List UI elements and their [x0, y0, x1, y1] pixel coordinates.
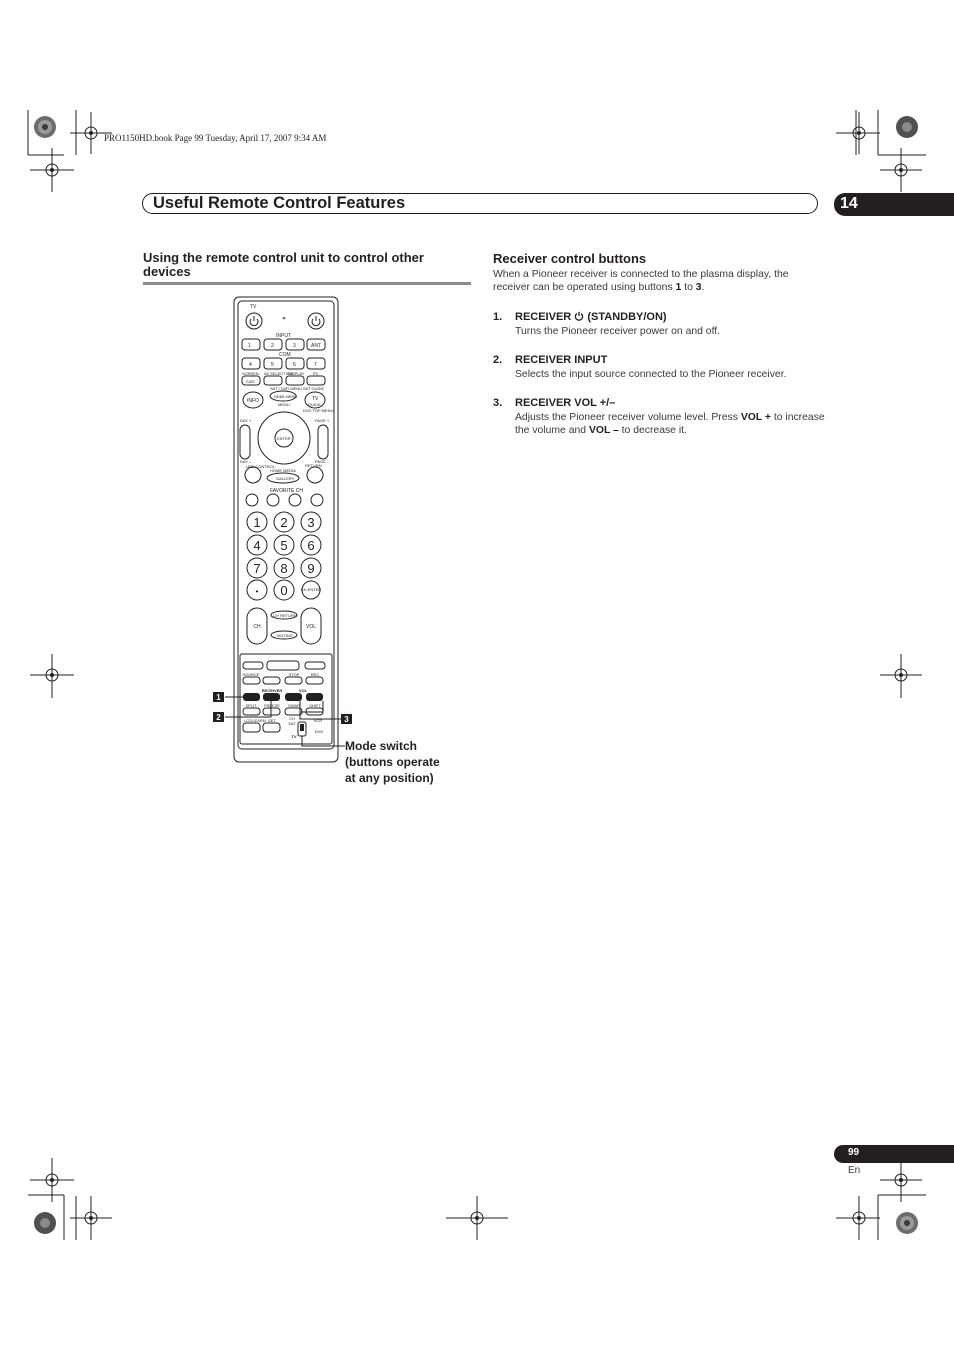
receiver-label: RECEIVER [261, 688, 283, 693]
section-title: Using the remote control unit to control other devices [143, 250, 424, 279]
source-label: SOURCE [242, 672, 260, 677]
list-item [493, 311, 833, 341]
screen-label: SCREEN [242, 371, 259, 376]
av-selection-label: AV SELECTION [264, 371, 293, 376]
input-2-key: 2 [271, 343, 274, 349]
caption-line: Mode switch [345, 739, 418, 753]
remote-control-illustration [205, 292, 365, 772]
shift-label: SHIFT [309, 703, 321, 708]
gallery-key: GALLERY [276, 476, 295, 481]
day-minus-label: DAY – [240, 459, 252, 464]
rec-label: REC [310, 672, 320, 677]
item-number: 2. [493, 354, 503, 366]
item-description: Adjusts the Pioneer receiver volume level. Press VOL + to increase the volume and VOL – to decrease it. [515, 412, 825, 436]
page-language: En [848, 1165, 861, 1176]
receiver-heading: Receiver control buttons [493, 251, 647, 266]
freeze-label: FREEZE [264, 703, 280, 708]
stop-label: STOP [288, 672, 300, 677]
home-media-label: HOME MEDIA [270, 468, 296, 473]
size-key: SIZE [246, 379, 255, 384]
item-label: RECEIVER (STANDBY/ON) [515, 311, 667, 323]
page-plus-label: PAGE + [315, 418, 330, 423]
set-label: SET [268, 718, 276, 723]
input-3-key: 3 [293, 343, 296, 349]
item-label: RECEIVER VOL +/– [515, 397, 616, 409]
num-7-key: 7 [253, 561, 261, 576]
input-1-key: 1 [248, 343, 251, 349]
info-key: INFO [247, 398, 259, 404]
page-minus-label: PAGE – [315, 459, 330, 464]
com-6-key: 6 [293, 362, 296, 368]
return-label: RETURN [305, 463, 322, 468]
ch-enter-key: CH ENTER [300, 587, 322, 592]
num-2-key: 2 [280, 515, 288, 530]
num-0-key: 0 [280, 583, 288, 598]
item-label: RECEIVER INPUT [515, 354, 608, 366]
caption-line: (buttons operate [345, 755, 440, 769]
num-3-key: 3 [307, 515, 315, 530]
split-label: SPLIT [245, 703, 257, 708]
item-number: 1. [493, 311, 503, 323]
input-label: INPUT [276, 333, 291, 339]
sat-dvr-menu-label: SAT / DVR MENU [270, 386, 303, 391]
vol-label: VOL [305, 624, 317, 630]
item-description: Selects the input source connected to the Pioneer receiver. [515, 369, 787, 380]
intro-paragraph: When a Pioneer receiver is connected to the plasma display, the receiver can be operated using buttons 1 to 3. [493, 269, 789, 293]
item-number: 3. [493, 397, 503, 409]
pc-label: PC [313, 371, 319, 376]
favorite-ch-label: FAVORITE CH [270, 488, 303, 494]
num-1-key: 1 [253, 515, 261, 530]
file-info: PRO1150HD.book Page 99 Tuesday, April 17, 2007 9:34 AM [104, 133, 327, 143]
num-9-key: 9 [307, 561, 315, 576]
lcd-label: LCD [243, 718, 253, 723]
mode-sat-label: SAT [288, 721, 296, 726]
standby-icon [574, 311, 584, 321]
learn-label: LEARN [252, 718, 266, 723]
dvd-top-menu-label: DVD TOP MENU [303, 408, 334, 413]
num-5-key: 5 [280, 538, 288, 553]
menu-label: MENU [278, 402, 290, 407]
num-4-key: 4 [253, 538, 261, 553]
section-rule [143, 282, 471, 285]
muting-key: MUTING [277, 633, 293, 638]
day-plus-label: DAY + [240, 418, 252, 423]
item-description: Turns the Pioneer receiver power on and off. [515, 326, 721, 337]
list-item [493, 397, 833, 441]
com-5-key: 5 [271, 362, 274, 368]
com-4-key: 4 [249, 362, 252, 368]
usb-control-label: USB CONTROL [246, 464, 275, 469]
mode-ch-label: CH [289, 716, 295, 721]
display-label: DISPLAY [288, 371, 305, 376]
num-8-key: 8 [280, 561, 288, 576]
tv-guide-label: GUIDE [308, 402, 321, 407]
mode-tv-label: TV [291, 734, 297, 739]
page-number: 99 [848, 1147, 860, 1158]
tv-label: TV [250, 304, 257, 310]
callout-3: 3 [344, 715, 349, 724]
caption-line: at any position) [345, 771, 434, 785]
swap-label: SWAP [288, 703, 300, 708]
ch-return-key: CH RETURN [273, 613, 297, 618]
num-6-key: 6 [307, 538, 315, 553]
com-label: COM [279, 352, 291, 358]
tv-guide-key: TV [312, 396, 319, 402]
callout-1: 1 [216, 693, 221, 702]
receiver-vol-label: VOL [298, 688, 308, 693]
ch-label: CH [253, 624, 261, 630]
callout-2: 2 [216, 713, 221, 722]
dot-key: • [255, 587, 259, 596]
enter-key: ENTER [277, 436, 291, 441]
hdmi-menu-key: HDMI MENU [274, 394, 298, 399]
mode-switch-caption [345, 738, 465, 786]
sat-guide-label: SAT GUIDE [303, 386, 325, 391]
ant-key: ANT [311, 343, 321, 349]
mode-dvd-label: DVD [314, 729, 324, 734]
com-7-key: 7 [314, 362, 317, 368]
list-item [493, 354, 833, 384]
page-title: Useful Remote Control Features [153, 194, 406, 212]
mode-vcr-label: VCR [313, 718, 323, 723]
chapter-number: 14 [840, 195, 858, 212]
